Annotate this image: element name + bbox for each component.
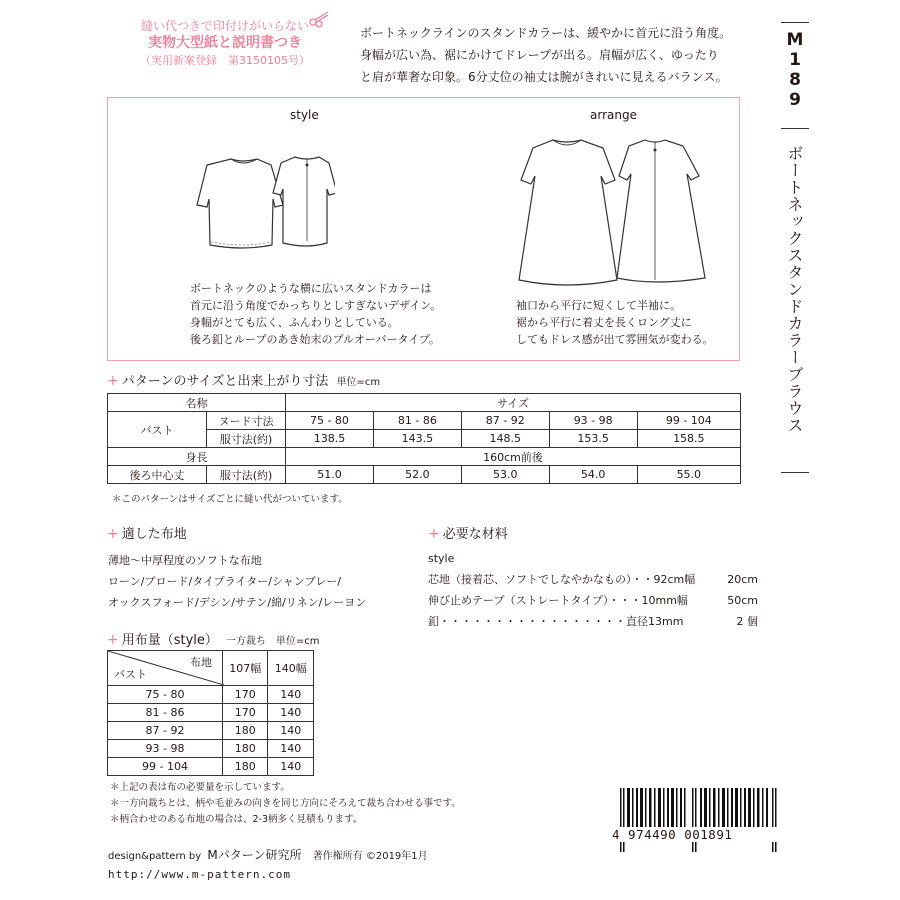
table-cell: 服寸法(約): [207, 466, 286, 484]
badge-line-3: （実用新案登録 第3150105号）: [140, 54, 310, 67]
website-url[interactable]: http://www.m-pattern.com: [108, 868, 291, 881]
intro-text: [360, 22, 780, 88]
table-cell: 158.5: [637, 430, 740, 448]
yardage-note: ＊上記の表は布の必要量を示しています。: [110, 782, 290, 793]
divider: [781, 128, 809, 129]
pattern-badge: [120, 18, 330, 69]
scissors-icon: [308, 10, 330, 28]
material-name: 芯地（接着芯、ソフトでしなやかなもの）・・92cm幅: [428, 573, 696, 586]
arrange-dress-illustration: [505, 130, 725, 290]
yardage-notes: [110, 780, 461, 828]
table-header: サイズ: [286, 394, 741, 412]
table-row: [108, 466, 741, 484]
table-cell: 81 - 86: [373, 412, 461, 430]
arrange-desc-line: 裾から平行に着丈を長くロング丈に: [516, 316, 692, 329]
yardage-note: ＊柄合わせのある布地の場合は、2-3柄多く見積もります。: [110, 814, 363, 825]
table-cell: 75 - 80: [286, 412, 374, 430]
table-cell: 140: [268, 686, 314, 704]
intro-line: 身幅が広い為、裾にかけてドレープが出る。肩幅が広く、ゆったり: [360, 48, 719, 62]
table-cell: 99 - 104: [108, 758, 223, 776]
table-row: [108, 448, 741, 466]
table-row: [108, 394, 741, 412]
table-cell: バスト: [108, 412, 207, 448]
size-table: [107, 393, 741, 484]
plus-icon: +: [428, 526, 440, 542]
arrange-label: arrange: [590, 108, 637, 122]
table-cell: ヌード寸法: [207, 412, 286, 430]
size-note: ＊このパターンはサイズごとに縫い代がついています。: [112, 494, 348, 505]
table-cell: 140: [268, 758, 314, 776]
material-row: [428, 611, 758, 632]
material-value: 2 個: [736, 615, 758, 628]
table-cell: 148.5: [461, 430, 549, 448]
table-row: [108, 412, 741, 430]
copyright: 著作権所有 ©2019年1月: [312, 851, 428, 862]
table-cell: 138.5: [286, 430, 374, 448]
materials-heading: [428, 523, 508, 542]
code-char: 1: [789, 50, 801, 70]
table-cell: 55.0: [637, 466, 740, 484]
fabric-line: オックスフォード/デシン/サテン/綿/リネン/レーヨン: [108, 596, 367, 609]
table-cell: 身長: [108, 448, 286, 466]
table-row: [108, 740, 314, 758]
table-row: [108, 651, 314, 686]
material-name: 伸び止めテープ（ストレートタイプ）・・・10mm幅: [428, 594, 688, 607]
material-value: 50cm: [727, 594, 758, 607]
code-char: M: [786, 30, 804, 50]
arrange-desc-line: 袖口から平行に短くして半袖に。: [516, 299, 681, 312]
table-cell: 93 - 98: [108, 740, 223, 758]
yardage-note: ＊一方向裁ちとは、柄や毛並みの向きを同じ方向にそろえて裁ち合わせる事です。: [110, 798, 461, 809]
intro-line: ボートネックラインのスタンドカラーは、緩やかに首元に沿う角度。: [360, 26, 732, 40]
table-cell: 75 - 80: [108, 686, 223, 704]
badge-line-1: 縫い代つきで印付けがいらない: [140, 19, 309, 33]
table-row: [108, 704, 314, 722]
yardage-unit: 一方裁ち 単位=cm: [225, 636, 320, 647]
style-desc-line: 身幅がとても広く、ふんわりとしている。: [190, 316, 399, 329]
yardage-table: [107, 650, 314, 776]
product-code: [784, 30, 806, 110]
table-cell: 140: [268, 722, 314, 740]
intro-line: と肩が華奢な印象。6分丈位の袖丈は腕がきれいに見えるバランス。: [360, 70, 728, 84]
table-cell: 後ろ中心丈: [108, 466, 207, 484]
plus-icon: +: [107, 526, 119, 542]
company-name: Mパターン研究所: [207, 848, 302, 862]
barcode: [614, 788, 782, 852]
fabric-list: [108, 550, 366, 613]
table-cell: 160cm前後: [286, 448, 741, 466]
materials-sub: style: [428, 552, 455, 565]
table-cell: 服寸法(約): [207, 430, 286, 448]
material-value: 20cm: [727, 573, 758, 586]
arrange-description: [516, 297, 714, 348]
style-label: style: [290, 108, 319, 122]
material-row: [428, 569, 758, 590]
table-header: 名称: [108, 394, 286, 412]
table-cell: 170: [223, 704, 268, 722]
style-desc-line: ボートネックのような横に広いスタンドカラーは: [190, 282, 432, 295]
fabric-line: 薄地～中厚程度のソフトな布地: [108, 554, 262, 567]
table-cell: 52.0: [373, 466, 461, 484]
table-cell: 153.5: [549, 430, 637, 448]
corner-fabric: 布地: [190, 656, 212, 669]
table-header: 107幅: [223, 651, 268, 686]
yardage-heading: [107, 629, 320, 648]
size-heading-text: パターンのサイズと出来上がり寸法: [121, 374, 329, 389]
table-cell: 140: [268, 704, 314, 722]
table-cell: 140: [268, 740, 314, 758]
footer-credit: [108, 846, 428, 863]
table-cell: 87 - 92: [461, 412, 549, 430]
product-title: ボートネックスタンドカラーブラウス: [785, 145, 804, 434]
table-cell: 54.0: [549, 466, 637, 484]
table-cell: 51.0: [286, 466, 374, 484]
fabric-heading-text: 適した布地: [121, 527, 187, 542]
table-cell: 93 - 98: [549, 412, 637, 430]
table-cell: 180: [223, 758, 268, 776]
table-cell: 170: [223, 686, 268, 704]
code-char: 9: [789, 90, 801, 110]
table-cell: 143.5: [373, 430, 461, 448]
credit-text: design&pattern by: [108, 851, 202, 862]
size-heading: [107, 370, 380, 389]
material-name: 釦・・・・・・・・・・・・・・・・・直径13mm: [428, 615, 684, 628]
style-desc-line: 首元に沿う角度でかっちりとしすぎないデザイン。: [190, 299, 442, 312]
code-char: 8: [789, 70, 801, 90]
badge-line-2: 実物大型紙と説明書つき: [148, 35, 302, 51]
divider: [781, 22, 809, 23]
table-cell: 180: [223, 740, 268, 758]
yardage-heading-text: 用布量（style）: [121, 633, 218, 648]
table-header: 140幅: [268, 651, 314, 686]
fabric-heading: [107, 523, 187, 542]
plus-icon: +: [107, 373, 119, 389]
materials-heading-text: 必要な材料: [442, 527, 508, 542]
materials-list: [428, 548, 758, 632]
corner-bust: バスト: [114, 668, 147, 681]
table-cell: 87 - 92: [108, 722, 223, 740]
table-cell: 81 - 86: [108, 704, 223, 722]
table-cell: 180: [223, 722, 268, 740]
size-unit: 単位=cm: [336, 377, 381, 388]
barcode-number: 4 974490 001891: [612, 827, 784, 842]
material-row: [428, 590, 758, 611]
style-description: [190, 280, 441, 348]
plus-icon: +: [107, 632, 119, 648]
table-row: [108, 686, 314, 704]
table-row: [108, 758, 314, 776]
style-blouse-illustration: [175, 145, 335, 255]
style-desc-line: 後ろ釦とループのあき始末のプルオーバータイプ。: [190, 333, 441, 346]
arrange-desc-line: してもドレス感が出て雰囲気が変わる。: [516, 333, 714, 346]
fabric-line: ローン/ブロード/タイプライター/シャンブレー/: [108, 575, 342, 588]
table-row: [108, 722, 314, 740]
table-cell: 53.0: [461, 466, 549, 484]
divider: [781, 472, 809, 473]
table-corner: [108, 651, 223, 686]
table-cell: 99 - 104: [637, 412, 740, 430]
